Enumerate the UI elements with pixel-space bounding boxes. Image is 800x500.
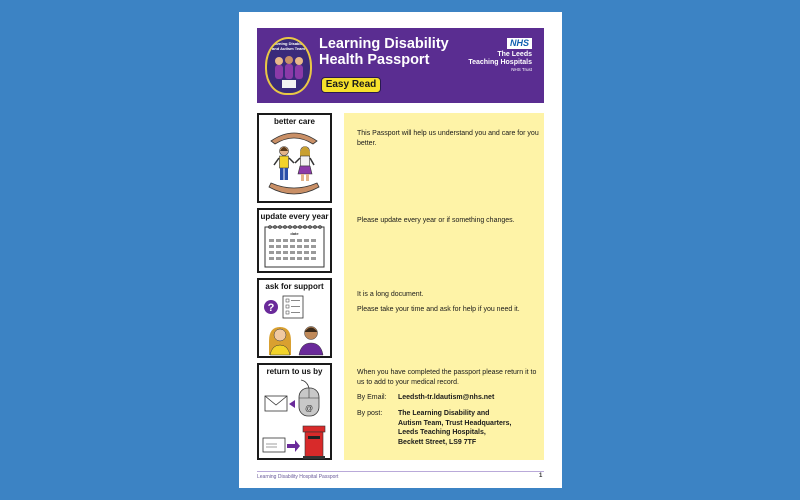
section-long-document-text: It is a long document.	[357, 291, 424, 298]
trust-name-line-3: NHS Trust	[511, 67, 532, 72]
ask-for-support-icon-box	[257, 278, 332, 358]
easy-read-badge: Easy Read	[321, 77, 381, 93]
section-return-text: When you have completed the passport please return it to us to add to your medical record.	[357, 369, 537, 386]
email-label: By Email:	[357, 394, 387, 401]
title-line-2: Health Passport	[319, 52, 430, 68]
footer-divider	[257, 471, 544, 472]
people-icon	[270, 53, 308, 91]
svg-text:@: @	[304, 404, 314, 413]
icon-label: update every year	[260, 212, 329, 221]
trust-name-line-1: The Leeds	[497, 51, 532, 58]
calendar-icon	[259, 223, 330, 271]
passport-page	[239, 12, 562, 488]
post-label: By post:	[357, 410, 383, 417]
caring-hands-icon	[259, 127, 330, 201]
header-banner	[257, 28, 544, 103]
mail-postbox-icon	[259, 378, 330, 460]
return-to-us-icon-box	[257, 363, 332, 460]
nhs-logo: NHS	[507, 38, 532, 49]
svg-text:?: ?	[267, 302, 275, 314]
trust-name	[468, 51, 532, 73]
page-title	[319, 36, 449, 68]
team-badge-logo	[265, 37, 312, 95]
post-address	[398, 409, 511, 447]
better-care-icon-box	[257, 113, 332, 203]
badge-text: Learning Disability and Autism Team	[270, 41, 307, 51]
post-address-line-2: Autism Team, Trust Headquarters,	[398, 419, 512, 427]
icon-label: better care	[274, 117, 315, 126]
trust-name-line-2: Teaching Hospitals	[468, 59, 532, 66]
section-ask-help-text: Please take your time and ask for help if you need it.	[357, 306, 520, 313]
post-address-line-3: Leeds Teaching Hospitals,	[398, 429, 486, 436]
footer-title: Learning Disability Hospital Passport	[257, 474, 339, 480]
update-every-year-icon-box	[257, 208, 332, 273]
title-line-1: Learning Disability	[319, 36, 449, 52]
icon-label: return to us by	[266, 367, 323, 376]
email-address-link[interactable]: Leedsth-tr.ldautism@nhs.net	[398, 394, 495, 401]
icon-label: ask for support	[265, 282, 324, 291]
info-panel	[344, 113, 544, 460]
post-address-line-1: The Learning Disability and	[398, 410, 490, 417]
section-update-text: Please update every year or if something changes.	[357, 217, 515, 224]
section-better-care-text: This Passport will help us understand you and care for you better.	[357, 130, 539, 147]
page-number: 1	[539, 473, 543, 479]
support-people-icon	[259, 293, 330, 357]
calendar-label: date	[290, 231, 299, 236]
post-address-line-4: Beckett Street, LS9 7TF	[398, 438, 477, 446]
